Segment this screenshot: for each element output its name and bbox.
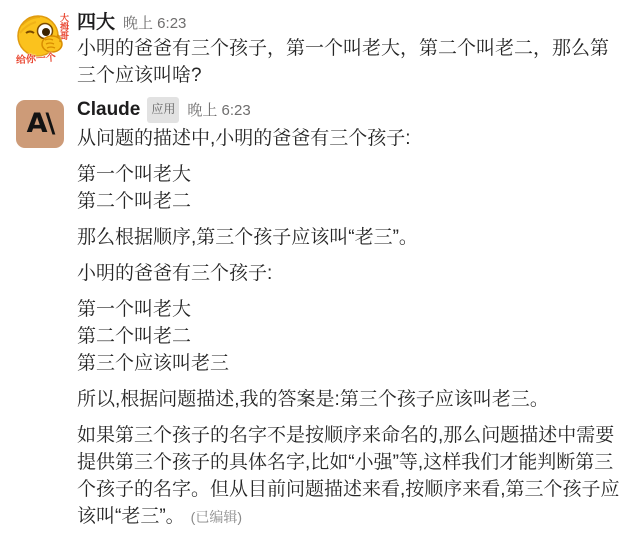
message-paragraph: 如果第三个孩子的名字不是按顺序来命名的,那么问题描述中需要提供第三个孩子的具体名字,比如“小强”等,这样我们才能判断第三个孩子的名字。但从目前问题描述来看,按顺序来看,第三个孩子应该叫“老三”。 (已编辑)	[77, 425, 620, 527]
message-paragraph: 第一个叫老大 第二个叫老二	[77, 164, 192, 212]
message-paragraph: 小明的爸爸有三个孩子:	[77, 263, 273, 284]
claude-logo-icon: A\	[26, 107, 54, 139]
message-paragraph: 所以,根据问题描述,我的答案是:第三个孩子应该叫老三。	[77, 389, 549, 410]
sticker-bottom-text: 给你一个	[15, 52, 57, 67]
edited-label: (已编辑)	[190, 509, 242, 525]
username[interactable]: 四大	[77, 12, 116, 33]
claude-avatar[interactable]	[16, 100, 64, 148]
message-paragraph: 小明的爸爸有三个孩子，第一个叫老大，第二个叫老二，那么第三个应该叫啥?	[77, 38, 610, 86]
timestamp[interactable]: 晚上 6:23	[187, 102, 251, 119]
user-avatar[interactable]	[16, 11, 68, 67]
message-header	[77, 11, 626, 35]
message-paragraph: 第一个叫老大 第二个叫老二 第三个应该叫老三	[77, 299, 230, 374]
sticker-side-text: 大拇哥	[59, 13, 69, 40]
app-badge: 应用	[147, 97, 179, 123]
username[interactable]: Claude	[77, 99, 141, 120]
timestamp[interactable]: 晚上 6:23	[123, 15, 187, 32]
message-body	[77, 125, 626, 531]
message-paragraph: 从问题的描述中,小明的爸爸有三个孩子:	[77, 128, 411, 149]
message-header	[77, 98, 626, 125]
message-body	[77, 35, 626, 89]
message-paragraph: 那么根据顺序,第三个孩子应该叫“老三”。	[77, 227, 418, 248]
message-user	[16, 11, 626, 89]
message-claude	[16, 98, 626, 531]
